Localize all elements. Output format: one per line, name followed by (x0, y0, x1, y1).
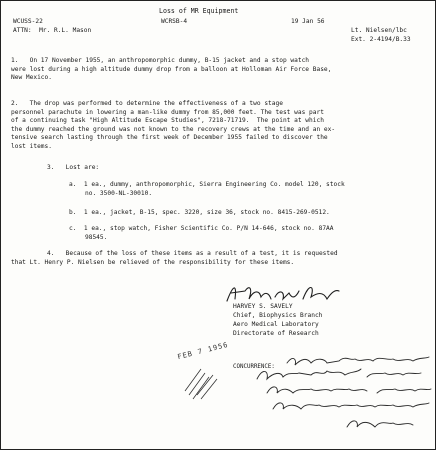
paragraph-4-line: 4. Because of the loss of these items as a result of a test, it is requested (47, 250, 338, 257)
extension-line: Ext. 2-4194/B.33 (351, 36, 411, 43)
memo-title: Loss of MR Equipment (159, 7, 239, 15)
signatory-title: Chief, Biophysics Branch (233, 312, 323, 319)
from-line: Lt. Nielsen/lbc (351, 27, 407, 34)
lost-item-line: a. 1 ea., dummy, anthropomorphic, Sierra Engineering Co. model 120, stock (69, 181, 345, 188)
date-stamp: FEB 7 1956 (176, 340, 230, 362)
paragraph-1-line: were lost during a high altitude dummy drop from a balloon at Holloman Air Force Base, (11, 65, 332, 73)
paragraph-2-line: of a continuing task "High Altitude Escape Studies", 7218-71719. The point at which (11, 117, 324, 125)
lost-item-b (69, 209, 429, 218)
lost-item-line: no. 3500-NL-30010. (85, 189, 153, 197)
paragraph-4-line: that Lt. Henry P. Nielsen be relieved of the responsibility for these items. (11, 258, 295, 266)
paragraph-1-line: New Mexico. (11, 74, 52, 82)
signatory-name: HARVEY S. SAVELY (233, 303, 293, 310)
paragraph-2-line: personnel parachute in lowering a man-like dummy from 85,000 feet. The test was part (11, 108, 324, 116)
paragraph-3-heading: 3. Lost are: (47, 164, 100, 171)
paragraph-2-line: tensive search lasting through the first week of December 1955 failed to discover the (11, 134, 328, 142)
paragraph-1-line: 1. On 17 November 1955, an anthropomorphic dummy, B-15 jacket and a stop watch (11, 57, 310, 64)
lost-item-c (69, 225, 429, 242)
signatory-directorate: Directorate of Research (233, 330, 319, 337)
paragraph-2 (11, 100, 431, 152)
memo-date: 19 Jan 56 (291, 18, 325, 25)
paragraph-2-line: the dummy reached the ground was not known to the recovery crews at the time and an ex- (11, 125, 336, 133)
paragraph-1 (11, 57, 431, 83)
lost-item-a (69, 181, 429, 198)
concurrence-label: CONCURRENCE: (233, 364, 275, 370)
lost-item-line: b. 1 ea., jacket, B-15, spec. 3220, size 36, stock no. 8415-269-0512. (69, 209, 330, 216)
reference-middle: WCRSB-4 (161, 18, 188, 25)
paragraph-4 (11, 250, 431, 267)
rotated-stamp-marks (183, 361, 227, 401)
lost-item-line: c. 1 ea., stop watch, Fisher Scientific Co. P/N 14-646, stock no. 87AA (69, 225, 334, 232)
lost-item-line: 98545. (85, 233, 108, 241)
reference-left: WCUSS-22 (13, 18, 43, 25)
paragraph-2-line: 2. The drop was performed to determine the effectiveness of a two stage (11, 100, 283, 107)
paragraph-2-line: lost items. (11, 142, 52, 150)
handwritten-concurrence-notes (227, 353, 433, 435)
attention-line: ATTN: Mr. R.L. Mason (13, 27, 92, 34)
signatory-lab: Aero Medical Laboratory (233, 321, 319, 328)
